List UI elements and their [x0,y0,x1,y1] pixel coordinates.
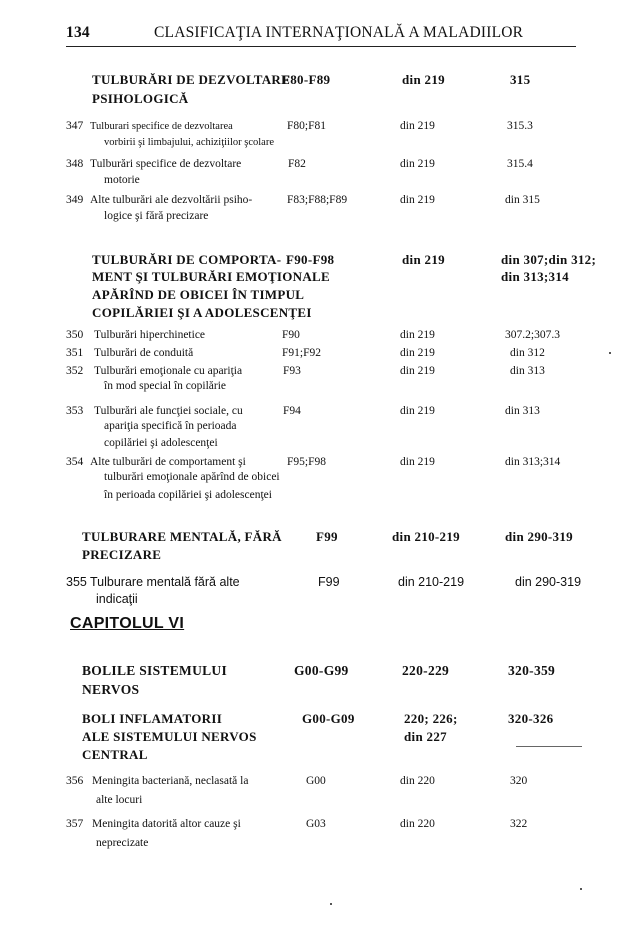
item-col1: din 219 [400,120,435,132]
running-title: CLASIFICAŢIA INTERNAŢIONALĂ A MALADIILOR [154,24,524,41]
item-description: Tulburari specifice de dezvoltarea [90,121,233,132]
item-col2: 315.3 [507,120,533,132]
item-number: 347 [66,120,84,132]
scan-speck [580,888,582,890]
page-header [66,22,576,47]
page-number: 134 [66,24,90,41]
chapter-heading: CAPITOLUL VI [70,615,185,632]
scan-speck [609,352,611,354]
section-col2: 315 [510,72,531,87]
item-code: F80;F81 [287,120,326,132]
section-code: F80-F89 [282,72,331,87]
scan-speck [330,903,332,905]
margin-rule [516,746,582,747]
section-col1: din 219 [402,72,445,87]
